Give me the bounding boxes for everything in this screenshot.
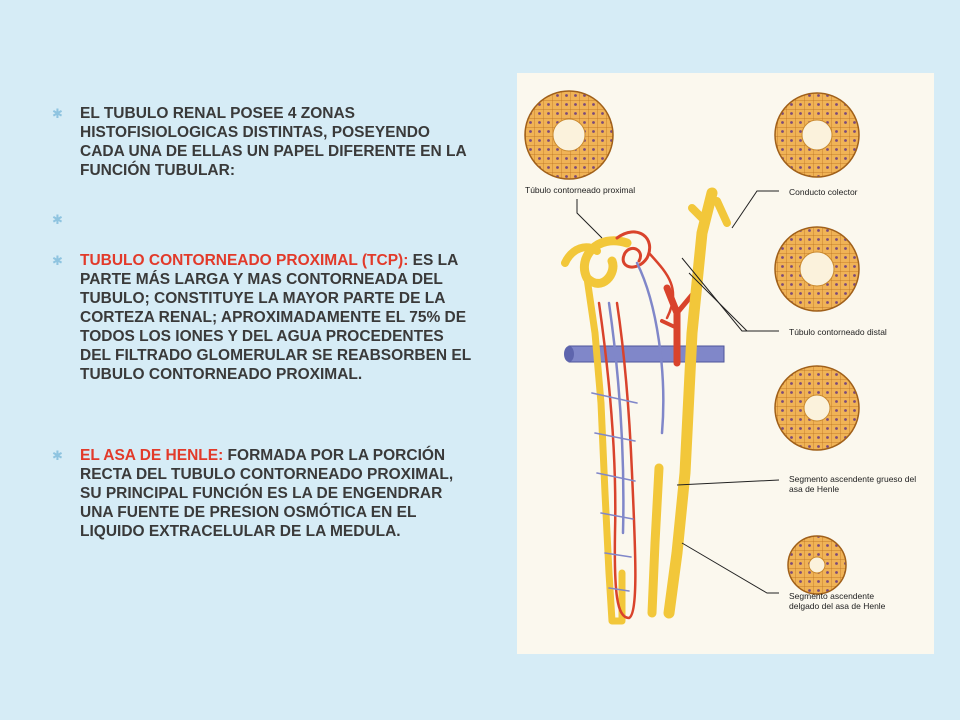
nephron-illustration bbox=[517, 73, 934, 654]
henle-term: EL ASA DE HENLE: bbox=[80, 447, 224, 464]
tcp-text: ES LA PARTE MÁS LARGA Y MAS CONTORNEADA DEL TUBULO; CONSTITUYE LA MAYOR PARTE DE LA CORTEZA RENAL; APROXIMADAMENTE EL 75% DE TODOS LOS IONES Y DEL AGUA PROCEDENTES DEL FILTRADO GLOMERULAR SE REABSORBEN EL TUBULO CONTORNEADO PROXIMAL. bbox=[80, 252, 471, 383]
tcp-term: TUBULO CONTORNEADO PROXIMAL (TCP): bbox=[80, 252, 409, 269]
henle-text: FORMADA POR LA PORCIÓN RECTA DEL TUBULO CONTORNEADO PROXIMAL, SU PRINCIPAL FUNCIÓN ES LA DE ENGENDRAR UNA FUENTE DE PRESION OSMÓTICA EN EL LIQUIDO EXTRACELULAR DE LA MEDULA. bbox=[80, 447, 454, 540]
label-distal: Túbulo contorneado distal bbox=[789, 327, 887, 337]
bullet-marker-icon: ✱ bbox=[52, 253, 63, 268]
text-column bbox=[52, 104, 472, 541]
label-grueso-2: asa de Henle bbox=[789, 484, 840, 494]
bullet-marker-icon: ✱ bbox=[52, 448, 63, 463]
bullet-intro bbox=[52, 104, 472, 180]
bullet-intro-text: EL TUBULO RENAL POSEE 4 ZONAS HISTOFISIOLOGICAS DISTINTAS, POSEYENDO CADA UNA DE ELLAS UN PAPEL DIFERENTE EN LA FUNCIÓN TUBULAR: bbox=[80, 105, 467, 179]
label-colector: Conducto colector bbox=[789, 187, 858, 197]
label-delgado-2: delgado del asa de Henle bbox=[789, 601, 886, 611]
bullet-marker-icon: ✱ bbox=[52, 212, 63, 227]
cross-section-grueso bbox=[775, 366, 859, 450]
cross-section-proximal bbox=[525, 91, 613, 179]
bullet-henle bbox=[52, 446, 472, 541]
cross-section-distal bbox=[775, 227, 859, 311]
label-delgado-1: Segmento ascendente bbox=[789, 591, 875, 601]
label-proximal: Túbulo contorneado proximal bbox=[525, 185, 636, 195]
cross-section-colector bbox=[775, 93, 859, 177]
cross-section-delgado bbox=[788, 536, 846, 594]
bullet-empty bbox=[52, 210, 472, 229]
bullet-marker-icon: ✱ bbox=[52, 106, 63, 121]
label-grueso-1: Segmento ascendente grueso del bbox=[789, 474, 917, 484]
nephron-figure bbox=[517, 73, 934, 654]
bullet-tcp bbox=[52, 251, 472, 384]
arcuate-vein bbox=[564, 346, 724, 362]
